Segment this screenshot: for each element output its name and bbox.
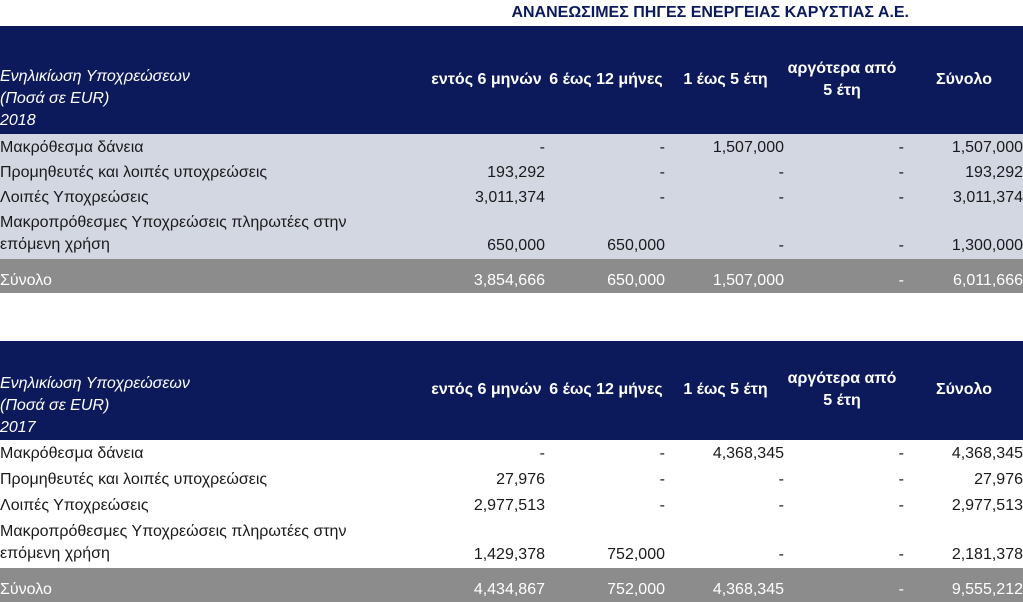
cell-value: - (898, 164, 904, 181)
table-row (0, 518, 1023, 568)
total-value: 4,434,867 (473, 581, 545, 598)
row-label: Προμηθευτές και λοιπές υποχρεώσεις (0, 471, 268, 488)
row-label: Μακρόθεσμα δάνεια (0, 445, 144, 462)
table-year: 2017 (0, 419, 36, 436)
total-label: Σύνολο (0, 272, 52, 289)
cell-value: - (898, 139, 904, 156)
table-row (0, 466, 1023, 492)
currency-note: (Ποσά σε EUR) (0, 397, 110, 414)
table-row (0, 184, 1023, 209)
cell-value: - (659, 189, 665, 206)
col-header-within-6-months: εντός 6 μηνών (431, 381, 542, 398)
total-value: 6,011,666 (953, 272, 1023, 289)
cell-value: - (778, 189, 784, 206)
cell-value: 3,011,374 (475, 189, 545, 206)
cell-value: - (659, 471, 665, 488)
col-header-line: 5 έτη (823, 392, 861, 409)
col-header-1-to-5-years: 1 έως 5 έτη (683, 71, 768, 88)
col-header-line: αργότερα από (787, 370, 897, 387)
row-label: Μακρόθεσμα δάνεια (0, 139, 144, 156)
col-header-over-5-years (782, 368, 902, 412)
total-value: - (898, 581, 904, 598)
cell-value: 752,000 (607, 546, 665, 563)
cell-value: - (898, 237, 904, 254)
cell-value: 1,507,000 (712, 139, 784, 156)
cell-value: 650,000 (607, 237, 665, 254)
cell-value: 4,368,345 (712, 445, 784, 462)
cell-value: 650,000 (487, 237, 545, 254)
table-header (0, 341, 1023, 440)
currency-note: (Ποσά σε EUR) (0, 90, 110, 107)
table-row (0, 209, 1023, 259)
col-header-1-to-5-years: 1 έως 5 έτη (683, 381, 768, 398)
cell-value: - (539, 139, 545, 156)
cell-value: - (539, 445, 545, 462)
cell-value: 193,292 (965, 164, 1023, 181)
cell-value: 2,977,513 (951, 497, 1023, 514)
col-header-over-5-years (782, 58, 902, 102)
row-label (0, 212, 346, 256)
cell-value: 1,300,000 (951, 237, 1023, 254)
row-label-line: επόμενη χρήση (0, 545, 110, 562)
table-row (0, 492, 1023, 518)
row-label-line: Μακροπρόθεσμες Υποχρεώσεις πληρωτέες στην (0, 523, 347, 540)
cell-value: 1,429,378 (473, 546, 545, 563)
cell-value: - (898, 546, 904, 563)
cell-value: 4,368,345 (951, 445, 1023, 462)
row-label (0, 521, 346, 565)
cell-value: 27,976 (974, 471, 1023, 488)
cell-value: 193,292 (487, 164, 545, 181)
row-label: Προμηθευτές και λοιπές υποχρεώσεις (0, 164, 268, 181)
cell-value: - (778, 497, 784, 514)
row-label: Λοιπές Υποχρεώσεις (0, 189, 149, 206)
table-row (0, 134, 1023, 159)
table-title (0, 373, 190, 439)
cell-value: - (898, 471, 904, 488)
total-value: 752,000 (607, 581, 665, 598)
cell-value: - (778, 164, 784, 181)
total-value: 1,507,000 (712, 272, 784, 289)
cell-value: - (898, 189, 904, 206)
total-value: 4,368,345 (712, 581, 784, 598)
liabilities-maturity-table-2018 (0, 26, 1023, 293)
company-title: ΑΝΑΝΕΩΣΙΜΕΣ ΠΗΓΕΣ ΕΝΕΡΓΕΙΑΣ ΚΑΡΥΣΤΙΑΣ Α.Ε. (511, 4, 909, 21)
liabilities-maturity-table-2017 (0, 341, 1023, 602)
table-row (0, 159, 1023, 184)
cell-value: - (659, 164, 665, 181)
row-label: Λοιπές Υποχρεώσεις (0, 497, 149, 514)
total-label: Σύνολο (0, 581, 52, 598)
col-header-line: αργότερα από (787, 60, 897, 77)
cell-value: - (778, 471, 784, 488)
col-header-within-6-months: εντός 6 μηνών (431, 71, 542, 88)
cell-value: - (659, 445, 665, 462)
cell-value: 3,011,374 (953, 189, 1023, 206)
table-header (0, 26, 1023, 134)
cell-value: - (659, 139, 665, 156)
cell-value: - (898, 497, 904, 514)
cell-value: 2,181,378 (951, 546, 1023, 563)
cell-value: - (778, 237, 784, 254)
cell-value: 1,507,000 (951, 139, 1023, 156)
row-label-line: Μακροπρόθεσμες Υποχρεώσεις πληρωτέες στην (0, 214, 347, 231)
cell-value: 27,976 (496, 471, 545, 488)
total-value: - (898, 272, 904, 289)
total-row (0, 259, 1023, 293)
cell-value: - (898, 445, 904, 462)
cell-value: 2,977,513 (473, 497, 545, 514)
total-value: 9,555,212 (951, 581, 1023, 598)
total-value: 3,854,666 (473, 272, 545, 289)
cell-value: - (659, 497, 665, 514)
col-header-total: Σύνολο (935, 71, 993, 88)
col-header-total: Σύνολο (935, 381, 993, 398)
table-year: 2018 (0, 112, 36, 129)
table-row (0, 440, 1023, 466)
col-header-6-to-12-months: 6 έως 12 μήνες (549, 381, 663, 398)
table-title (0, 66, 190, 132)
col-header-line: 5 έτη (823, 82, 861, 99)
total-value: 650,000 (607, 272, 665, 289)
row-label-line: επόμενη χρήση (0, 236, 110, 253)
title-line: Ενηλικίωση Υποχρεώσεων (0, 375, 190, 392)
col-header-6-to-12-months: 6 έως 12 μήνες (549, 71, 663, 88)
cell-value: - (778, 546, 784, 563)
total-row (0, 568, 1023, 602)
title-line: Ενηλικίωση Υποχρεώσεων (0, 68, 190, 85)
